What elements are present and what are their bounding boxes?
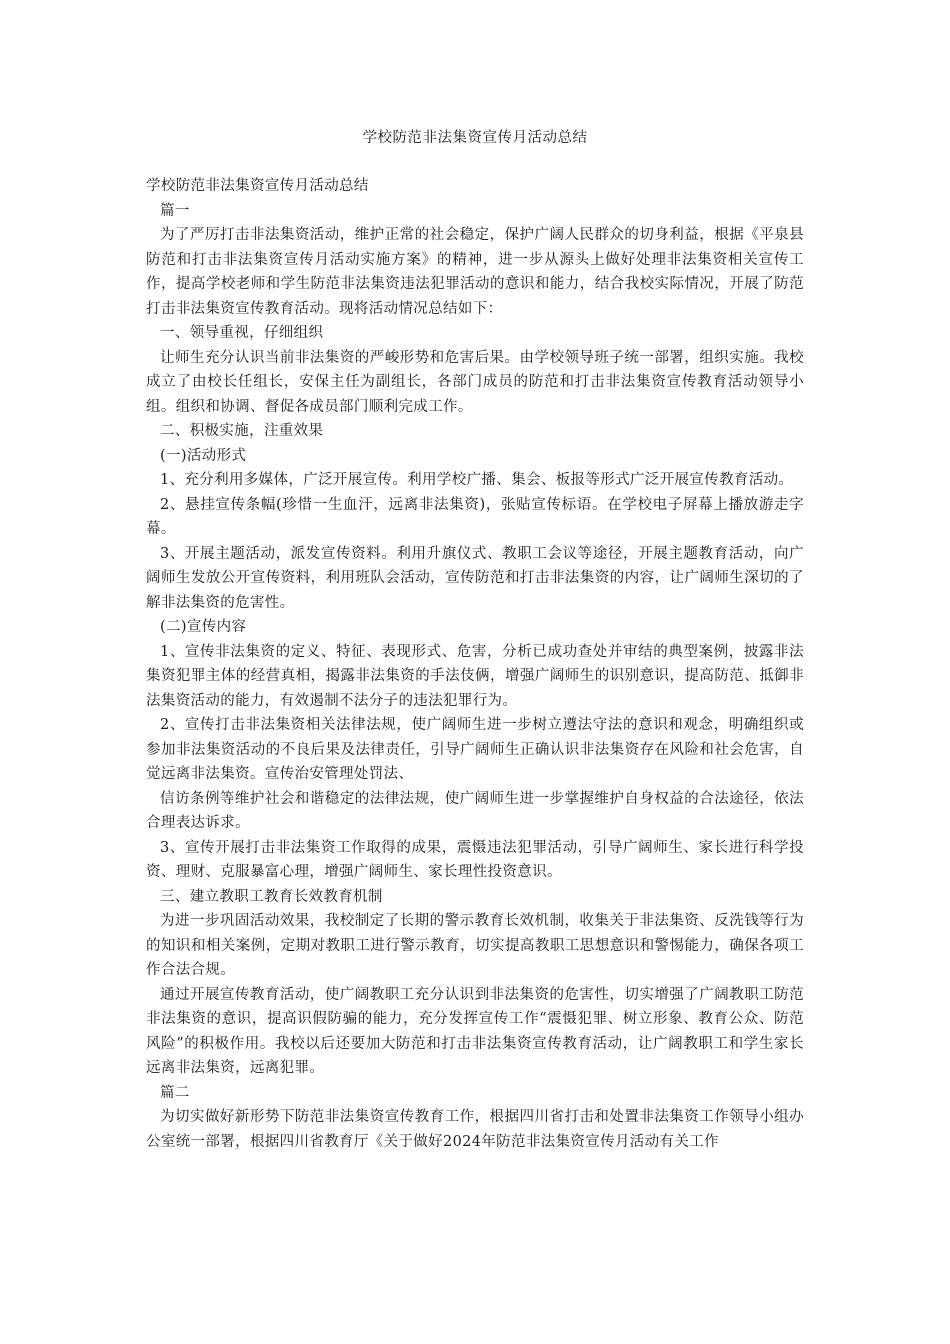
section-heading-2: 二、积极实施，注重效果 xyxy=(160,423,324,439)
document-body xyxy=(146,174,804,1154)
subsection-heading-activity-form: (一)活动形式 xyxy=(160,447,247,464)
subsection-heading-content: (二)宣传内容 xyxy=(160,619,247,635)
list-item-paragraph: 2、宣传打击非法集资相关法律法规，使广阔师生进一步树立遵法守法的意识和观念，明确组织或参加非法集资活动的不良后果及法律责任，引导广阔师生正确认识非法集资存在风险和社会危害，自觉远离非法集资。宣传治安管理处罚法、 xyxy=(146,717,804,782)
list-item-paragraph: 2、悬挂宣传条幅(珍惜一生血汗，远离非法集资)，张贴宣传标语。在学校电子屏幕上播放游走字幕。 xyxy=(146,496,804,537)
body-paragraph: 为进一步巩固活动效果，我校制定了长期的警示教育长效机制，收集关于非法集资、反洗钱等行为的知识和相关案例，定期对教职工进行警示教育，切实提高教职工思想意识和警惕能力，确保各项工作合法合规。 xyxy=(146,913,804,978)
section-heading-1: 一、领导重视，仔细组织 xyxy=(160,325,324,341)
list-item-paragraph: 1、宣传非法集资的定义、特征、表现形式、危害，分析已成功查处并审结的典型案例，披露非法集资犯罪主体的经营真相，揭露非法集资的手法伎俩，增强广阔师生的识别意识，提高防范、抵御非法集资活动的能力，有效遏制不法分子的违法犯罪行为。 xyxy=(146,643,804,709)
list-item-paragraph: 3、开展主题活动，派发宣传资料。利用升旗仪式、教职工会议等途径，开展主题教育活动，向广阔师生发放公开宣传资料，利用班队会活动，宣传防范和打击非法集资的内容，让广阔师生深切的了解非法集资的危害性。 xyxy=(146,545,804,611)
intro-paragraph: 为了严厉打击非法集资活动，维护正常的社会稳定，保护广阔人民群众的切身利益，根据《平泉县防范和打击非法集资宣传月活动实施方案》的精神，进一步从源头上做好处理非法集资相关宣传工作，提高学校老师和学生防范非法集资违法犯罪活动的意识和能力，结合我校实际情况，开展了防范打击非法集资宣传教育活动。现将活动情况总结如下： xyxy=(146,227,804,317)
body-paragraph: 让师生充分认识当前非法集资的严峻形势和危害后果。由学校领导班子统一部署，组织实施。我校成立了由校长任组长，安保主任为副组长，各部门成员的防范和打击非法集资宣传教育活动领导小组。组织和协调、督促各成员部门顺利完成工作。 xyxy=(146,349,804,415)
continuation-paragraph: 信访条例等维护社会和谐稳定的法律法规，使广阔师生进一步掌握维护自身权益的合法途径，依法合理表达诉求。 xyxy=(146,790,804,831)
subtitle-paragraph: 学校防范非法集资宣传月活动总结 xyxy=(146,178,369,194)
list-item-paragraph: 3、宣传开展打击非法集资工作取得的成果，震慑违法犯罪活动，引导广阔师生、家长进行科学投资、理财、克服暴富心理，增强广阔师生、家长理性投资意识。 xyxy=(146,839,804,880)
body-paragraph: 为切实做好新形势下防范非法集资宣传教育工作，根据四川省打击和处置非法集资工作领导小组办公室统一部署，根据四川省教育厅《关于做好2024年防范非法集资宣传月活动有关工作 xyxy=(146,1109,804,1150)
list-item-paragraph: 1、充分利用多媒体，广泛开展宣传。利用学校广播、集会、板报等形式广泛开展宣传教育活动。 xyxy=(160,472,794,488)
conclusion-paragraph: 通过开展宣传教育活动，使广阔教职工充分认识到非法集资的危害性，切实增强了广阔教职工防范非法集资的意识，提高识假防骗的能力，充分发挥宣传工作“震慑犯罪、树立形象、教育公众、防范风险”的积极作用。我校以后还要加大防范和打击非法集资宣传教育活动，让广阔教职工和学生家长远离非法集资，远离犯罪。 xyxy=(146,986,804,1076)
section-heading-3: 三、建立教职工教育长效教育机制 xyxy=(160,888,383,905)
section-label-part-two: 篇二 xyxy=(160,1084,190,1101)
document-title: 学校防范非法集资宣传月活动总结 xyxy=(362,130,588,146)
section-label-part-one: 篇一 xyxy=(160,202,190,219)
